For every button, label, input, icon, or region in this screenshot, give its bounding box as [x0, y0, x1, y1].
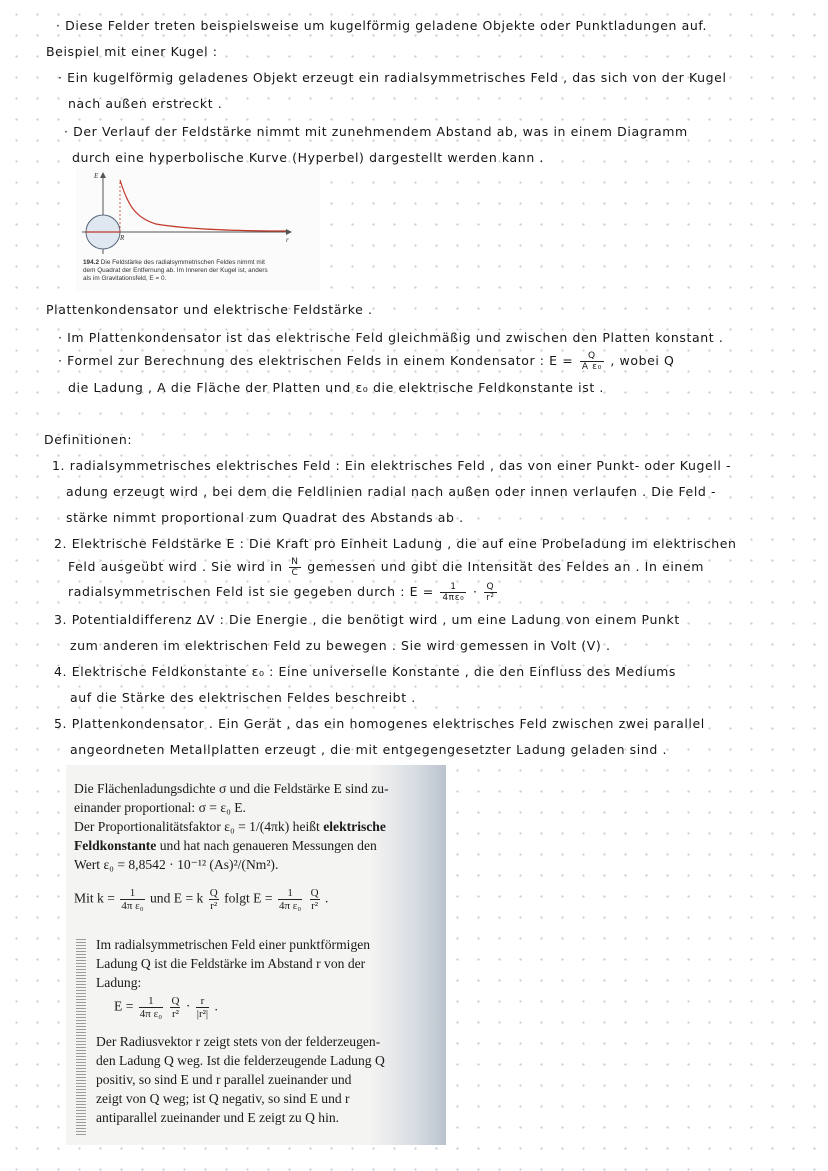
caption-line: dem Quadrat der Entfernung ab. Im Inneren der Kugel ist, anders	[83, 267, 268, 275]
textbook-formula: Mit k = $\frac{1}{\text{4π ε₀}}$ und E = k $\frac{Q}{\text{r²}}$ folgt E = $\frac{1}{\text{4π ε₀}}$ $\frac{Q}{\text{r²}}$ .	[74, 887, 329, 912]
caption-number: 194.2	[83, 259, 99, 266]
textbook-excerpt	[66, 765, 446, 1145]
note-heading: Plattenkondensator und elektrische Feldstärke .	[46, 302, 373, 317]
textbook-line: Wert ε₀ = 8,8542 · 10⁻¹² (As)²/(Nm²).	[74, 857, 279, 872]
radius-label: R	[120, 234, 125, 242]
textbook-line: antiparallel zueinander und E zeigt zu Q hin.	[96, 1110, 340, 1125]
definition-line: 2. Elektrische Feldstärke E : Die Kraft pro Einheit Ladung , die auf eine Probeladung im elektrischen	[54, 536, 737, 551]
definition-line: 3. Potentialdifferenz ΔV : Die Energie , die benötigt wird , um eine Ladung von einem Punkt	[54, 612, 680, 627]
figure-caption	[83, 259, 319, 284]
definition-line: 1. radialsymmetrisches elektrisches Feld : Ein elektrisches Feld , das von einer Punkt- oder Kugell -	[52, 458, 732, 473]
term-bold: elektrische	[323, 819, 386, 834]
textbook-line: zeigt von Q weg; ist Q negativ, so sind E und r	[96, 1091, 350, 1106]
definition-line: Feld ausgeübt wird . Sie wird in $\frac{N}{C}$ gemessen und gibt die Intensität des Feldes an . In einem	[68, 557, 705, 578]
fraction-n-over-c: $\frac{N}{C}$	[291, 557, 299, 578]
formula-text: · Formel zur Berechnung des elektrischen Felds in einem Kondensator : E =	[58, 353, 574, 368]
note-line: · Ein kugelförmig geladenes Objekt erzeugt ein radialsymmetrisches Feld , das sich von der Kugel	[58, 70, 727, 85]
definition-line: angeordneten Metallplatten erzeugt , die mit entgegengesetzter Ladung geladen sind .	[70, 742, 668, 757]
note-line: · Im Plattenkondensator ist das elektrische Feld gleichmäßig und zwischen den Platten konstant .	[58, 330, 724, 345]
note-line	[58, 351, 675, 372]
note-line: · Diese Felder treten beispielsweise um kugelförmig geladene Objekte oder Punktladungen auf.	[56, 18, 708, 33]
definition-line: 4. Elektrische Feldkonstante ε₀ : Eine universelle Konstante , die den Einfluss des Mediums	[54, 664, 676, 679]
textbook-line: Die Flächenladungsdichte σ und die Feldstärke E sind zu-	[74, 781, 389, 796]
textbook-line: Feldkonstante und hat nach genaueren Messungen den	[74, 838, 377, 853]
definition-line: adung erzeugt wird , bei dem die Feldlinien radial nach außen oder innen verlaufen . Die Feld -	[66, 484, 717, 499]
textbook-line: Der Radiusvektor r zeigt stets von der felderzeugen-	[96, 1034, 381, 1049]
definition-line: zum anderen im elektrischen Feld zu bewegen . Sie wird gemessen in Volt (V) .	[70, 638, 611, 653]
textbook-line: positiv, so sind E und r parallel zueinander und	[96, 1072, 352, 1087]
textbook-line: einander proportional: σ = ε₀ E.	[74, 800, 246, 815]
caption-line: als im Gravitationsfeld, E = 0.	[83, 275, 167, 283]
formula-text: , wobei Q	[610, 353, 675, 368]
textbook-line: den Ladung Q weg. Ist die felderzeugende Ladung Q	[96, 1053, 385, 1068]
definition-line: radialsymmetrischen Feld ist sie gegeben durch : E = $\frac{1}{\text{4πε₀}}$ · $\frac{Q}{\text{r²}}$	[68, 582, 495, 603]
caption-line: Die Feldstärke des radialsymmetrischen Feldes nimmt mit	[100, 259, 265, 266]
note-heading: Beispiel mit einer Kugel :	[46, 44, 218, 59]
definition-line: stärke nimmt proportional zum Quadrat des Abstands ab .	[66, 510, 464, 525]
textbook-line: Ladung:	[96, 975, 142, 990]
field-strength-figure	[76, 166, 320, 291]
textbook-line: Ladung Q ist die Feldstärke im Abstand r von der	[96, 956, 366, 971]
definition-line: 5. Plattenkondensator . Ein Gerät , das ein homogenes elektrisches Feld zwischen zwei parallel	[54, 716, 705, 731]
textbook-formula: E = $\frac{1}{\text{4π ε₀}}$ $\frac{Q}{\text{r²}}$ · $\frac{r}{\text{|r²|}}$ .	[114, 995, 218, 1020]
note-line: die Ladung , A die Fläche der Platten und ε₀ die elektrische Feldkonstante ist .	[68, 380, 605, 395]
note-line: nach außen erstreckt .	[68, 96, 223, 111]
term-bold: Feldkonstante	[74, 838, 157, 853]
fraction-q-over-a-eps: $\frac{Q}{\text{A ε₀}}$	[581, 351, 602, 372]
fraction-q-over-r2: $\frac{Q}{\text{r²}}$	[486, 582, 495, 603]
note-line: durch eine hyperbolische Kurve (Hyperbel) dargestellt werden kann .	[72, 150, 544, 165]
note-line: · Der Verlauf der Feldstärke nimmt mit zunehmendem Abstand ab, was in einem Diagramm	[64, 124, 688, 139]
y-axis-label: E	[94, 172, 99, 180]
textbook-line: Im radialsymmetrischen Feld einer punktförmigen	[96, 937, 371, 952]
highlight-box-bar	[76, 937, 86, 1135]
note-heading: Definitionen:	[44, 432, 133, 447]
fraction-one-over-4pi-eps: $\frac{1}{\text{4πε₀}}$	[442, 582, 465, 603]
textbook-line: Der Proportionalitätsfaktor ε₀ = 1/(4πk) heißt elektrische	[74, 819, 386, 834]
field-strength-graph	[76, 166, 320, 258]
definition-line: auf die Stärke des elektrischen Feldes beschreibt .	[70, 690, 416, 705]
x-axis-label: r	[286, 236, 289, 244]
